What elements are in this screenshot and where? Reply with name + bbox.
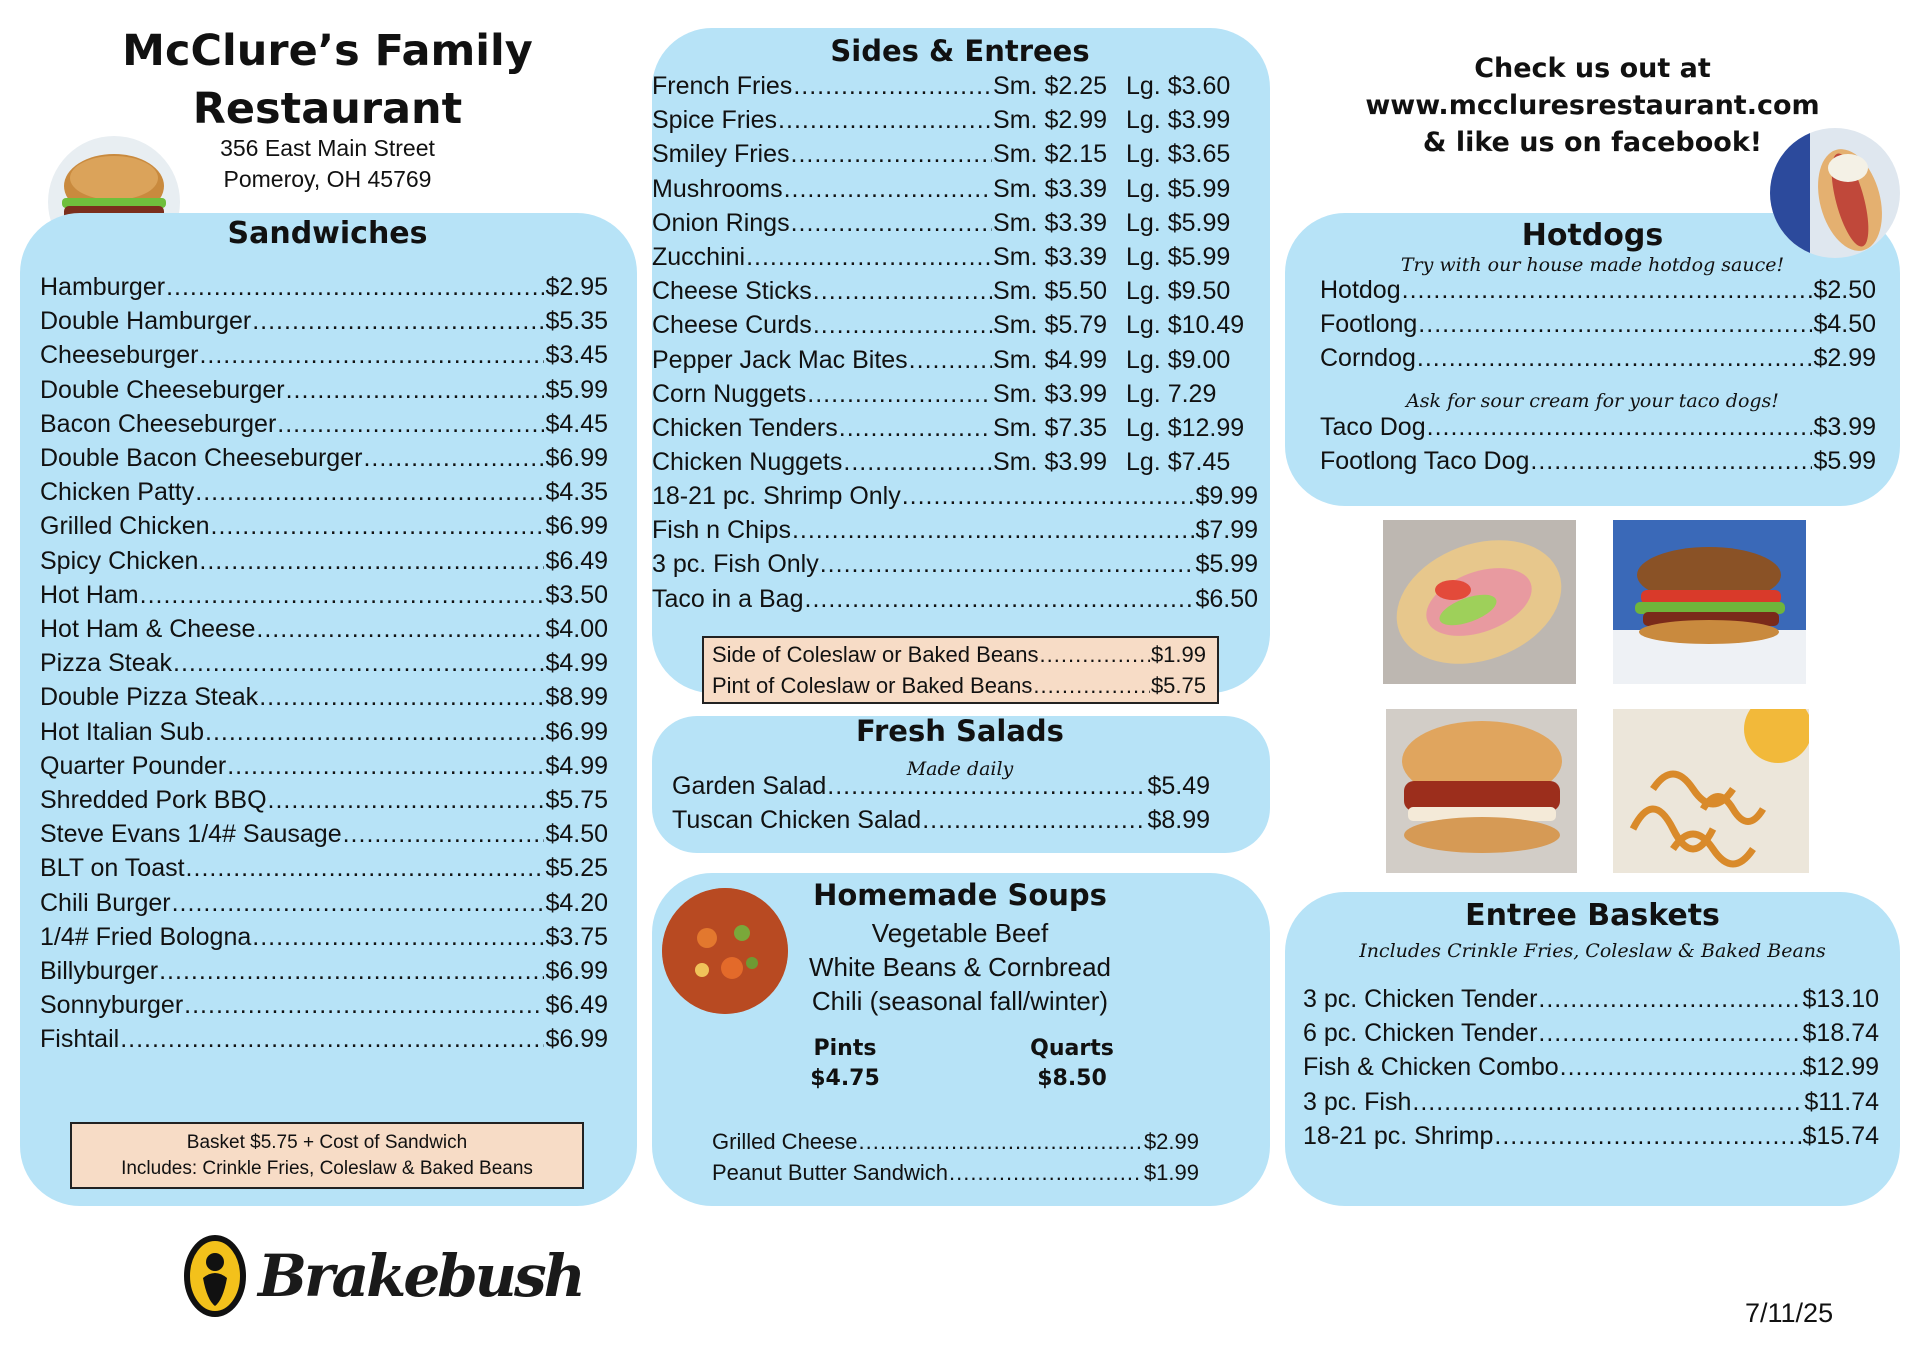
curly-fries-photo [1613,709,1809,873]
hotdog-item [1320,344,1876,373]
side-item [652,106,1107,135]
promo-website[interactable]: www.mccluresrestaurant.com [1365,90,1820,121]
dot-leader [820,550,1195,579]
dot-leader [173,649,544,678]
salads-title: Fresh Salads [856,714,1064,748]
sandwich-item-price: $4.20 [545,888,608,917]
side-item-large-price: Lg. $9.50 [1126,277,1231,306]
sandwich-item-name: Billyburger [40,957,159,985]
entree-item-name: Fish n Chips [652,516,791,545]
side-item-large-price: Lg. $3.60 [1126,72,1231,100]
soup-side-item [712,1129,1199,1155]
soup-side-item-price: $1.99 [1143,1160,1199,1185]
sandwich-item-name: Double Pizza Steak [40,683,259,712]
sandwich-item-price: $5.75 [545,786,608,814]
dot-leader [256,615,544,644]
side-item-price: Sm. $5.79 [993,311,1107,340]
sandwich-item-name: Hot Ham [40,580,139,609]
side-item [652,448,1107,477]
sandwich-item [40,444,608,473]
basket-item-price: $12.99 [1802,1053,1879,1082]
side-item-price: Sm. $4.99 [993,345,1107,374]
sandwich-item [40,991,608,1020]
sandwich-item-price: $6.99 [545,957,608,985]
address-line2: Pomeroy, OH 45769 [223,166,432,192]
side-item-name: Cheese Curds [652,311,812,340]
soup-side-item [712,1160,1199,1186]
sandwich-item-name: Grilled Chicken [40,512,210,541]
sandwich-item [40,512,608,541]
side-item-large-price: Lg. $5.99 [1126,174,1231,203]
dot-leader [827,772,1146,801]
side-item-name: Pepper Jack Mac Bites [652,345,908,374]
side-item-name: French Fries [652,72,793,100]
side-item-large-price: Lg. $5.99 [1126,243,1231,271]
hotdog-item-price: $2.99 [1813,344,1876,372]
promo-line1: Check us out at [1474,53,1711,84]
hotdog-item-name: Corndog [1320,344,1416,372]
dot-leader [1427,413,1813,442]
dot-leader [211,512,545,541]
sandwich-item-name: Shredded Pork BBQ [40,786,267,814]
dot-leader [186,854,545,883]
side-item-price: Sm. $2.99 [993,106,1107,135]
dot-leader [1040,642,1150,668]
dot-leader [199,547,544,576]
taco-dog-item [1320,413,1876,442]
sandwich-item-name: Hot Italian Sub [40,717,204,746]
hotdog-item [1320,276,1876,305]
dot-leader [813,311,992,340]
dot-leader [1033,673,1150,699]
side-item-large-price: Lg. $12.99 [1126,414,1245,442]
side-item-price: Sm. $3.39 [993,208,1107,237]
dot-leader [166,273,544,302]
entree-item [652,585,1258,614]
dot-leader [807,380,992,409]
side-item-large-price: Lg. 7.29 [1126,379,1217,408]
dot-leader [791,140,993,169]
baskets-note: Includes Crinkle Fries, Coleslaw & Baked Beans [1359,940,1826,962]
sandwich-item-price: $6.49 [545,991,608,1020]
salad-item [672,772,1210,801]
sandwich-item-price: $6.99 [545,717,608,746]
coleslaw-item-price: $5.75 [1150,673,1206,698]
dot-leader [949,1160,1143,1186]
dot-leader [1412,1088,1803,1117]
side-item-large-price: Lg. $3.65 [1126,140,1231,169]
sandwich-item [40,683,608,712]
dot-leader [1538,985,1801,1014]
side-item-price: Sm. $3.39 [993,243,1107,271]
sandwich-item [40,478,608,507]
hotdog-item-price: $4.50 [1813,310,1876,338]
quarts-price: $8.50 [1037,1066,1107,1091]
baskets-title: Entree Baskets [1465,898,1720,933]
sub-sandwich-photo [1383,520,1576,684]
dot-leader [343,820,545,849]
sandwich-item-name: Sonnyburger [40,991,184,1020]
side-item [652,140,1107,169]
dot-leader [195,478,544,507]
salad-item-name: Tuscan Chicken Salad [672,806,922,834]
sandwich-item-price: $6.99 [545,1025,608,1054]
dot-leader [1418,310,1812,339]
basket-item-name: 18-21 pc. Shrimp [1303,1121,1494,1150]
side-item-large-price: Lg. $7.45 [1126,448,1231,477]
sandwich-item-price: $3.75 [545,922,608,951]
sandwich-item [40,341,608,370]
soup-variety-2: White Beans & Cornbread [808,952,1112,982]
sandwich-item-name: Hamburger [40,273,166,301]
sandwich-item-name: Pizza Steak [40,649,173,678]
sandwich-item-name: Double Bacon Cheeseburger [40,444,363,472]
salad-item-name: Garden Salad [672,772,827,800]
basket-item [1303,985,1879,1014]
side-item-name: Chicken Nuggets [652,448,843,477]
sandwich-item-name: 1/4# Fried Bologna [40,922,252,951]
soup-variety-3: Chili (seasonal fall/winter) [811,986,1109,1016]
dot-leader [1494,1122,1801,1151]
soups-title: Homemade Soups [813,878,1107,912]
dot-leader [199,341,544,370]
sandwich-item-name: Chili Burger [40,888,171,917]
side-item-name: Corn Nuggets [652,379,807,408]
sandwich-item-price: $6.49 [545,546,608,575]
sandwich-item [40,1025,608,1054]
dot-leader [778,106,992,135]
side-item-price: Sm. $2.25 [993,72,1107,100]
restaurant-name-line1: McClure’s Family [122,26,533,76]
sandwich-item [40,615,608,644]
sandwich-item [40,547,608,576]
dot-leader [184,991,544,1020]
sandwich-item [40,581,608,610]
sandwich-item [40,786,608,815]
sandwich-item [40,923,608,952]
entree-item [652,516,1258,545]
dot-leader [1417,344,1813,373]
dot-leader [1402,276,1813,305]
side-item-large-price: Lg. $5.99 [1126,208,1231,237]
soup-side-item-name: Peanut Butter Sandwich [712,1160,949,1185]
sides-title: Sides & Entrees [830,34,1090,68]
taco-dog-item-name: Taco Dog [1320,413,1426,441]
side-item-large-price: Lg. $9.00 [1126,345,1231,374]
dot-leader [805,585,1195,614]
sandwiches-title: Sandwiches [227,216,428,251]
basket-item-price: $15.74 [1802,1121,1879,1150]
coleslaw-item [712,642,1206,668]
soup-variety-1: Vegetable Beef [871,918,1049,948]
pints-price: $4.75 [810,1066,880,1091]
blt-photo [1613,520,1806,684]
sandwich-item-name: Quarter Pounder [40,751,227,780]
dot-leader [140,581,545,610]
sandwich-item-price: $4.00 [545,615,608,643]
quarts-label: Quarts [1030,1036,1114,1061]
side-item-price: Sm. $5.50 [993,277,1107,306]
side-item-price: Sm. $3.39 [993,174,1107,203]
side-item-name: Zucchini [652,243,746,271]
coleslaw-item-name: Side of Coleslaw or Baked Beans [712,642,1039,667]
taco-dog-item [1320,447,1876,476]
dot-leader [252,307,544,336]
sandwich-item [40,752,608,781]
sandwich-item-price: $4.99 [545,649,608,678]
side-item-name: Mushrooms [652,174,783,203]
dot-leader [922,806,1146,835]
dot-leader [268,786,545,815]
side-item-name: Cheese Sticks [652,277,812,306]
basket-item [1303,1053,1879,1082]
side-item [652,209,1107,238]
taco-dog-item-price: $3.99 [1813,413,1876,441]
dot-leader [792,516,1194,545]
dot-leader [1538,1019,1801,1048]
side-item-large-price: Lg. $3.99 [1126,106,1231,135]
salads-subtitle: Made daily [906,758,1014,780]
side-item [652,380,1107,409]
sandwich-item-name: Spicy Chicken [40,546,199,575]
hotdog-item-name: Footlong [1320,310,1418,338]
basket-item-price: $11.74 [1804,1087,1879,1116]
address-line1: 356 East Main Street [220,135,435,161]
sandwich-item [40,889,608,918]
restaurant-name-line2: Restaurant [192,84,463,134]
salad-item-price: $5.49 [1147,772,1210,800]
basket-line2: Includes: Crinkle Fries, Coleslaw & Baked Beans [121,1158,533,1179]
hotdogs-note-sauce: Try with our house made hotdog sauce! [1400,254,1785,276]
sandwich-item-price: $2.95 [545,273,608,301]
coleslaw-item [712,673,1206,699]
dot-leader [259,683,544,712]
sandwich-item-name: Fishtail [40,1025,120,1054]
side-item [652,311,1107,340]
basket-line1: Basket $5.75 + Cost of Sandwich [186,1132,468,1153]
coleslaw-item-name: Pint of Coleslaw or Baked Beans [712,673,1033,698]
hotdog-photo [1770,128,1900,258]
brakebush-logo-text: Brakebush [258,1242,583,1310]
sandwich-item-name: Cheeseburger [40,341,199,370]
sandwich-item [40,307,608,336]
side-item [652,72,1107,101]
dot-leader [277,410,544,439]
dot-leader [902,482,1195,511]
sandwich-item-price: $5.25 [545,854,608,883]
promo-line3: & like us on facebook! [1422,127,1763,158]
hotdogs-note-sourcream: Ask for sour cream for your taco dogs! [1406,390,1779,412]
sandwich-item [40,410,608,439]
soup-photo [662,888,788,1014]
dot-leader [784,175,992,204]
dot-leader [791,209,992,238]
sandwich-item-name: Chicken Patty [40,478,195,507]
entree-item [652,550,1258,579]
sandwich-item-price: $4.99 [545,751,608,780]
dot-leader [1560,1053,1802,1082]
basket-item-name: 3 pc. Fish [1303,1087,1412,1116]
dot-leader [120,1025,544,1054]
soup-side-item-name: Grilled Cheese [712,1129,858,1154]
side-item-name: Chicken Tenders [652,414,838,442]
basket-item-name: Fish & Chicken Combo [1303,1053,1559,1082]
sandwich-item-price: $4.35 [545,478,608,507]
side-item-price: Sm. $3.99 [993,448,1107,477]
sandwich-item-name: Bacon Cheeseburger [40,409,277,438]
entree-item-name: 3 pc. Fish Only [652,550,819,579]
sandwich-item-price: $5.35 [545,307,608,336]
basket-item-price: $18.74 [1802,1019,1879,1048]
hotdogs-title: Hotdogs [1521,218,1664,253]
dot-leader [793,72,992,101]
dot-leader [746,243,992,272]
taco-dog-item-price: $5.99 [1813,447,1876,475]
sandwich-item-name: Steve Evans 1/4# Sausage [40,820,342,849]
sandwich-item [40,649,608,678]
restaurant-name [90,22,565,138]
side-item-name: Smiley Fries [652,140,790,169]
side-item-name: Spice Fries [652,106,778,135]
restaurant-address [190,133,465,195]
taco-dog-item-name: Footlong Taco Dog [1320,447,1530,475]
dot-leader [859,1129,1143,1155]
entree-item-price: $5.99 [1195,550,1258,579]
side-item [652,175,1107,204]
sandwich-item-price: $6.99 [545,444,608,472]
side-item-name: Onion Rings [652,208,790,237]
dot-leader [813,277,992,306]
sandwich-item [40,718,608,747]
sandwich-item-price: $3.45 [545,341,608,370]
basket-item [1303,1019,1879,1048]
entree-item [652,482,1258,511]
salad-item-price: $8.99 [1147,806,1210,834]
dot-leader [159,957,544,986]
sandwich-item-price: $4.45 [545,409,608,438]
menu-date: 7/11/25 [1745,1298,1834,1328]
chicken-sandwich-photo [1386,709,1577,873]
coleslaw-item-price: $1.99 [1150,642,1206,667]
dot-leader [839,414,992,443]
soup-varieties [790,916,1130,1018]
soup-side-item-price: $2.99 [1143,1129,1199,1154]
hotdog-item-price: $2.50 [1813,276,1876,304]
sandwich-item [40,854,608,883]
side-item-large-price: Lg. $10.49 [1126,311,1245,340]
dot-leader [909,346,992,375]
dot-leader [1530,447,1812,476]
brakebush-logo [183,1232,583,1322]
dot-leader [172,889,545,918]
sandwich-item [40,820,608,849]
entree-item-price: $7.99 [1195,516,1258,545]
sandwich-item [40,957,608,986]
sandwich-item-price: $6.99 [545,512,608,541]
entree-item-name: Taco in a Bag [652,584,804,613]
basket-item-price: $13.10 [1802,985,1879,1013]
side-item-price: Sm. $3.99 [993,379,1107,408]
sandwich-item-price: $3.50 [545,580,608,609]
sandwich-item-name: Hot Ham & Cheese [40,615,256,643]
entree-item-price: $6.50 [1195,584,1258,613]
sandwich-item [40,273,608,302]
sandwich-item-price: $4.50 [545,820,608,849]
side-item [652,414,1107,443]
pints-label: Pints [813,1036,877,1061]
basket-item-name: 3 pc. Chicken Tender [1303,985,1538,1013]
dot-leader [843,448,992,477]
website-promo [1345,50,1840,161]
entree-item-price: $9.99 [1195,482,1258,510]
basket-item-name: 6 pc. Chicken Tender [1303,1019,1538,1048]
salad-item [672,806,1210,835]
basket-item [1303,1088,1879,1117]
hotdog-item [1320,310,1876,339]
side-item [652,243,1107,272]
entree-item-name: 18-21 pc. Shrimp Only [652,482,901,510]
sandwich-item-name: BLT on Toast [40,854,185,883]
sandwich-basket-note [70,1122,584,1189]
basket-item [1303,1122,1879,1151]
side-item [652,277,1107,306]
side-item-price: Sm. $7.35 [993,414,1107,442]
sandwich-item-price: $8.99 [545,683,608,712]
dot-leader [286,376,545,405]
dot-leader [227,752,544,781]
dot-leader [363,444,544,473]
dot-leader [252,923,544,952]
hotdog-item-name: Hotdog [1320,276,1401,304]
dot-leader [205,718,544,747]
side-item [652,346,1107,375]
sandwich-item-price: $5.99 [545,375,608,404]
sandwich-item [40,376,608,405]
side-item-price: Sm. $2.15 [993,140,1107,169]
sandwich-item-name: Double Cheeseburger [40,375,285,404]
sandwich-item-name: Double Hamburger [40,307,252,336]
